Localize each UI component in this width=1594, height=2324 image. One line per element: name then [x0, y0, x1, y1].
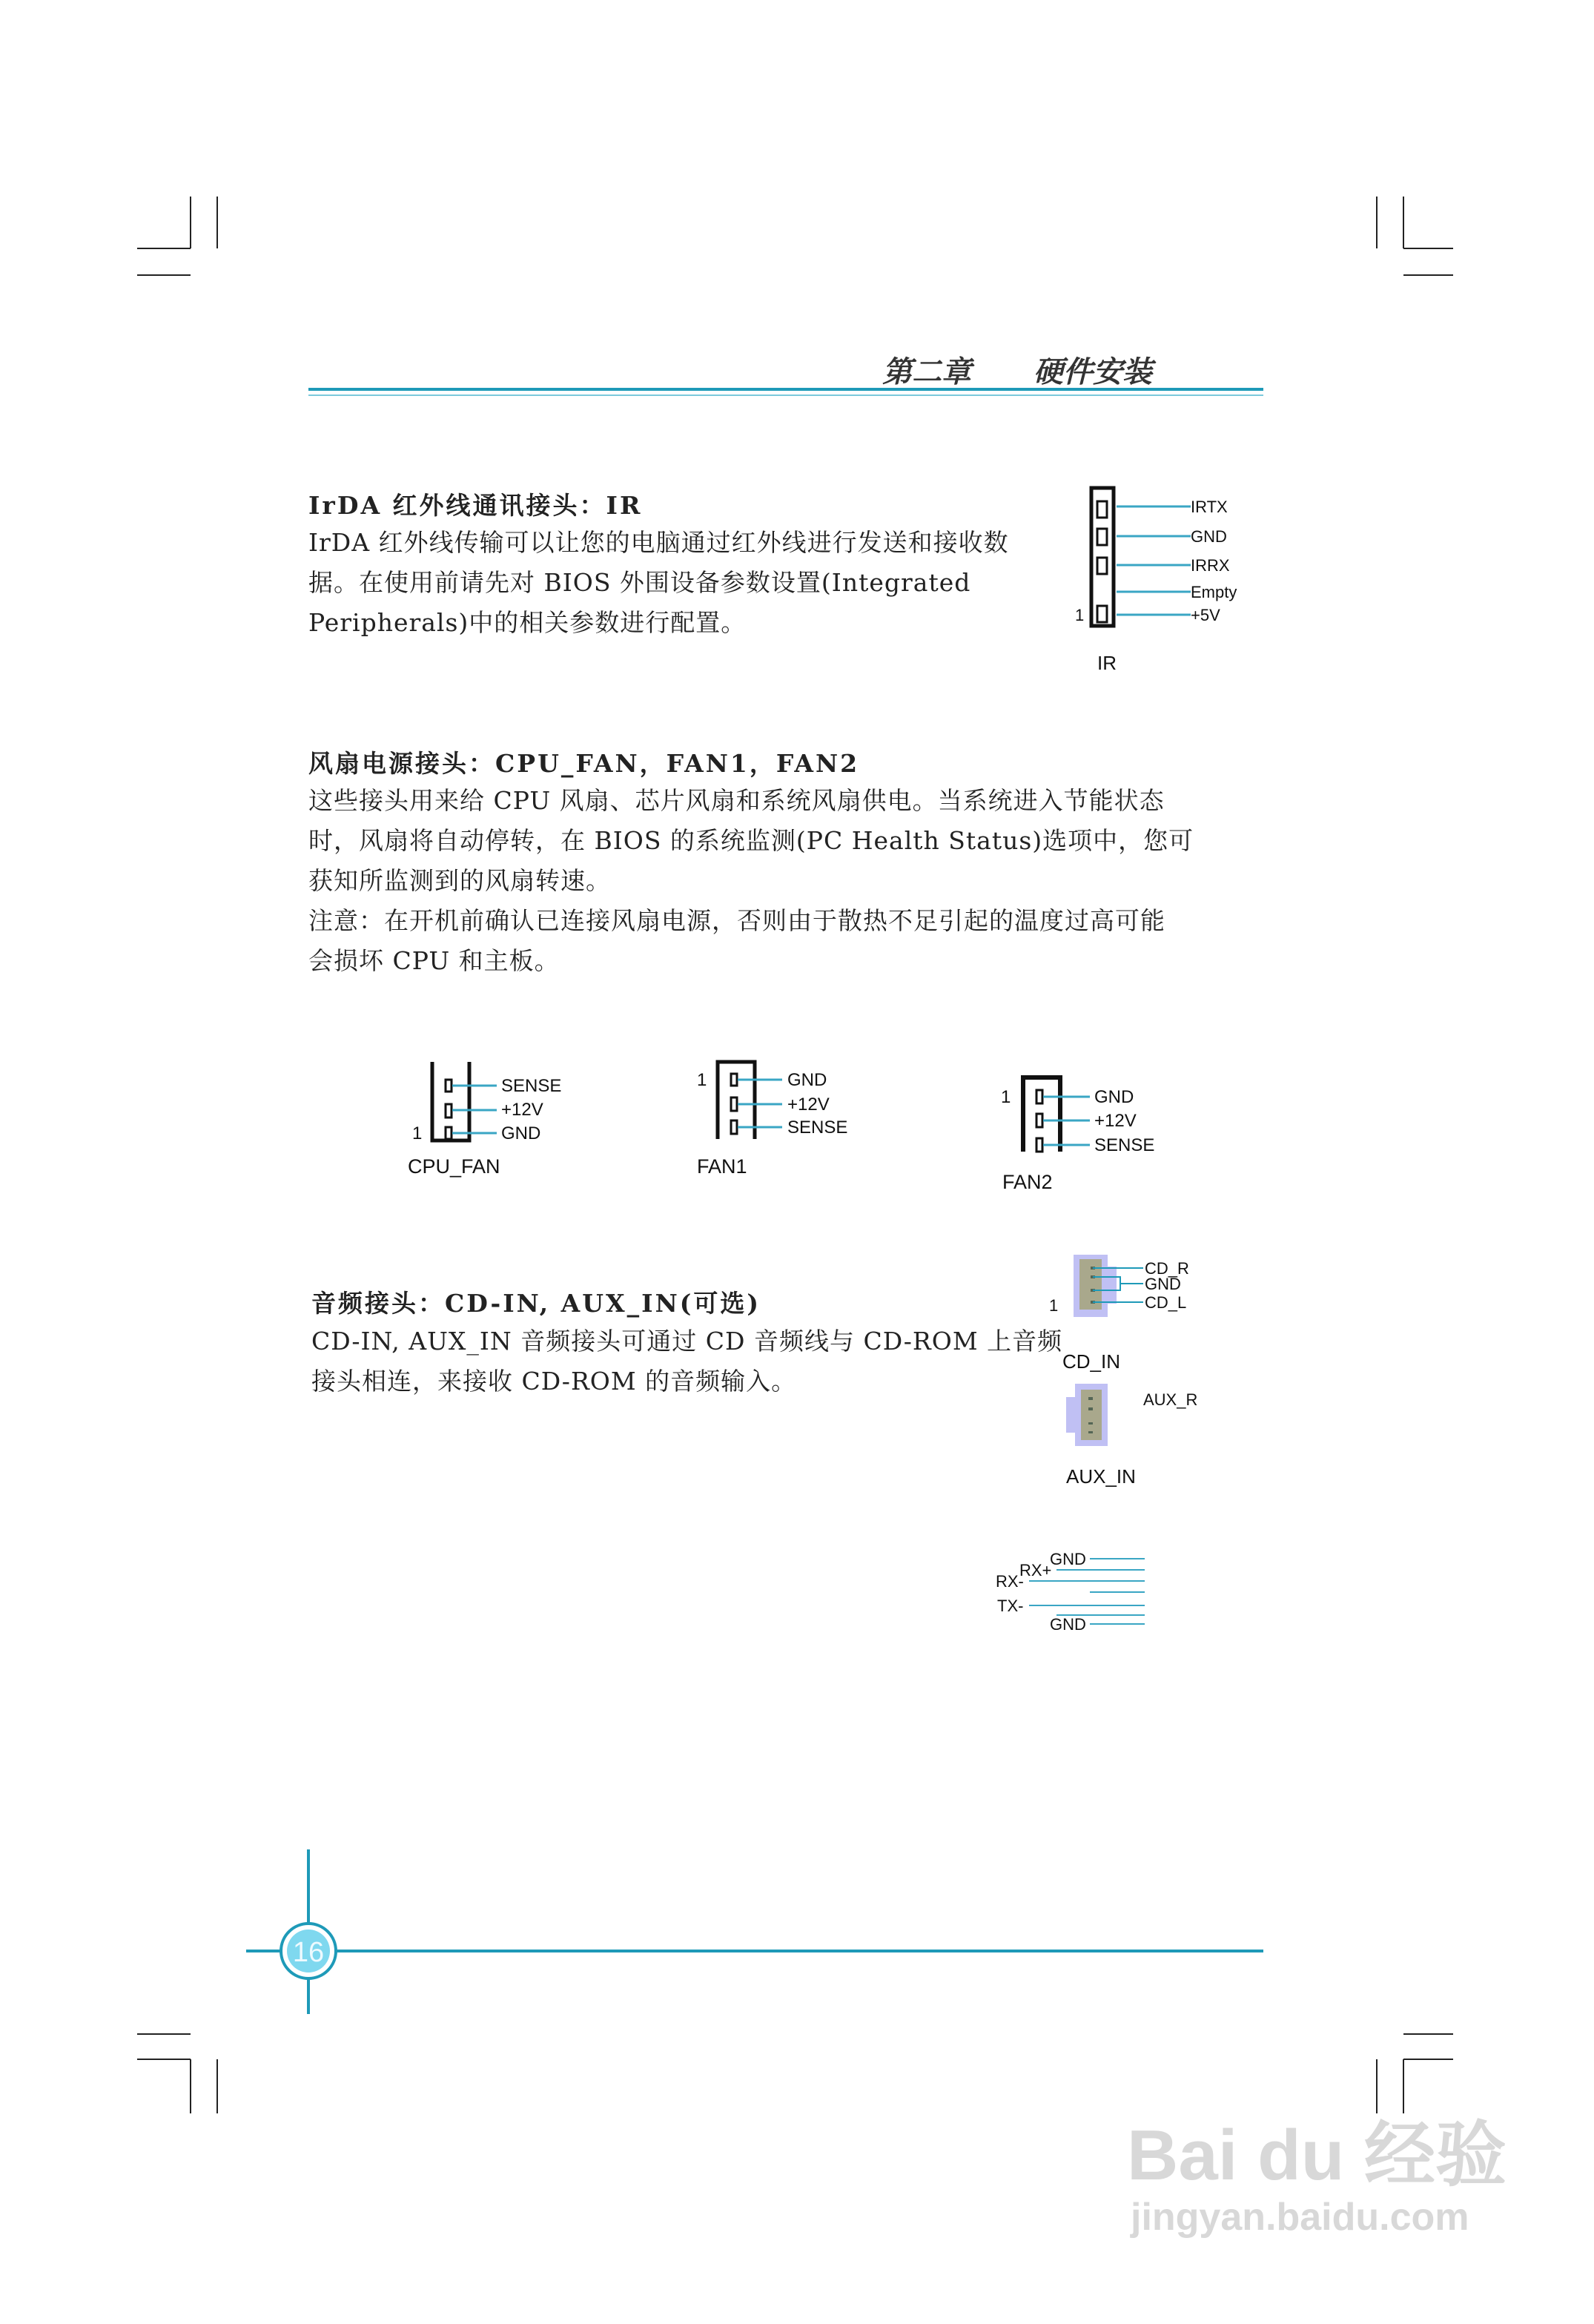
pin-label: GND — [501, 1123, 541, 1143]
pin-label: GND — [1094, 1087, 1134, 1107]
fan-connector-diagrams — [400, 1046, 1216, 1194]
text-line: 时，风扇将自动停转，在 BIOS 的系统监测(PC Health Status)选项中，您可 — [308, 826, 1194, 855]
watermark-logo: Bai du 经验 — [1127, 2116, 1507, 2195]
chapter-number: 第二章 — [882, 354, 972, 389]
pin1-marker: 1 — [412, 1123, 423, 1143]
pin-label: SENSE — [501, 1076, 562, 1096]
audio-heading: 音频接头：CD-IN, AUX_IN(可选) — [311, 1289, 761, 1318]
fan-description — [308, 781, 1194, 981]
cpu-fan-diagram — [408, 1062, 561, 1178]
ir-heading: IrDA 红外线通讯接头：IR — [308, 491, 643, 520]
text-line: 注意：在开机前确认已连接风扇电源，否则由于散热不足引起的温度过高可能 — [308, 906, 1165, 935]
pin-label: +12V — [1094, 1111, 1137, 1131]
pin-label: CD_L — [1145, 1293, 1187, 1312]
chapter-title: 硬件安装 — [1034, 354, 1152, 389]
pin1-marker: 1 — [697, 1070, 707, 1090]
cd-in-diagram — [1049, 1255, 1189, 1373]
pin-label: GND — [1145, 1275, 1181, 1293]
page-number-badge — [281, 1924, 336, 1978]
connector-name: FAN2 — [1002, 1171, 1053, 1193]
chapter-header — [882, 349, 1152, 391]
pin-label: RX- — [996, 1572, 1024, 1591]
footer-rule — [246, 1849, 1263, 2014]
text-line: 获知所监测到的风扇转速。 — [308, 866, 611, 895]
fan1-diagram — [697, 1062, 847, 1178]
pin-label: +5V — [1191, 606, 1220, 624]
pin-label: RX+ — [1019, 1561, 1052, 1579]
pin-label: SENSE — [787, 1118, 848, 1138]
audio-description — [311, 1321, 1062, 1402]
pin-label: IRRX — [1191, 556, 1230, 575]
connector-name: IR — [1097, 652, 1117, 674]
pin1-marker: 1 — [1049, 1296, 1059, 1315]
connector-name: AUX_IN — [1066, 1465, 1136, 1488]
text-line: CD-IN, AUX_IN 音频接头可通过 CD 音频线与 CD-ROM 上音频 — [311, 1327, 1063, 1356]
pin-label: GND — [1050, 1550, 1086, 1568]
audio-connector-diagrams — [964, 1246, 1275, 1735]
text-line: 会损坏 CPU 和主板。 — [308, 946, 560, 975]
pin-label: SENSE — [1094, 1135, 1155, 1155]
pin1-marker: 1 — [1075, 606, 1085, 624]
pin-label: AUX_R — [1143, 1390, 1198, 1409]
pin-label: GND — [1050, 1615, 1086, 1634]
pin-label: Empty — [1191, 583, 1237, 601]
text-line: 这些接头用来给 CPU 风扇、芯片风扇和系统风扇供电。当系统进入节能状态 — [308, 786, 1165, 815]
page-number: 16 — [292, 1937, 325, 1968]
watermark-url: jingyan.baidu.com — [1131, 2196, 1469, 2239]
connector-name: FAN1 — [697, 1155, 747, 1178]
pin1-marker: 1 — [1001, 1087, 1011, 1107]
pin-label: IRTX — [1191, 498, 1228, 516]
unlabeled-connector-lines — [996, 1550, 1145, 1634]
aux-in-diagram — [1066, 1384, 1197, 1488]
text-line: Peripherals)中的相关参数进行配置。 — [308, 608, 747, 637]
text-line: IrDA 红外线传输可以让您的电脑通过红外线进行发送和接收数 — [308, 528, 1009, 557]
connector-name: CD_IN — [1062, 1350, 1121, 1373]
pin-label: +12V — [501, 1100, 543, 1120]
pin-label: GND — [1191, 527, 1227, 546]
pin-label: TX- — [997, 1597, 1024, 1615]
pin-label: +12V — [787, 1095, 830, 1115]
connector-name: CPU_FAN — [408, 1155, 500, 1178]
ir-connector-diagram — [1053, 475, 1275, 682]
fan-heading: 风扇电源接头：CPU_FAN，FAN1，FAN2 — [308, 749, 860, 778]
ir-description — [308, 523, 1009, 643]
pin-label: GND — [787, 1070, 827, 1090]
pin-label: CD_R — [1145, 1259, 1189, 1278]
fan2-diagram — [1001, 1077, 1154, 1193]
text-line: 据。在使用前请先对 BIOS 外围设备参数设置(Integrated — [308, 568, 971, 597]
text-line: 接头相连，来接收 CD-ROM 的音频输入。 — [311, 1367, 797, 1396]
